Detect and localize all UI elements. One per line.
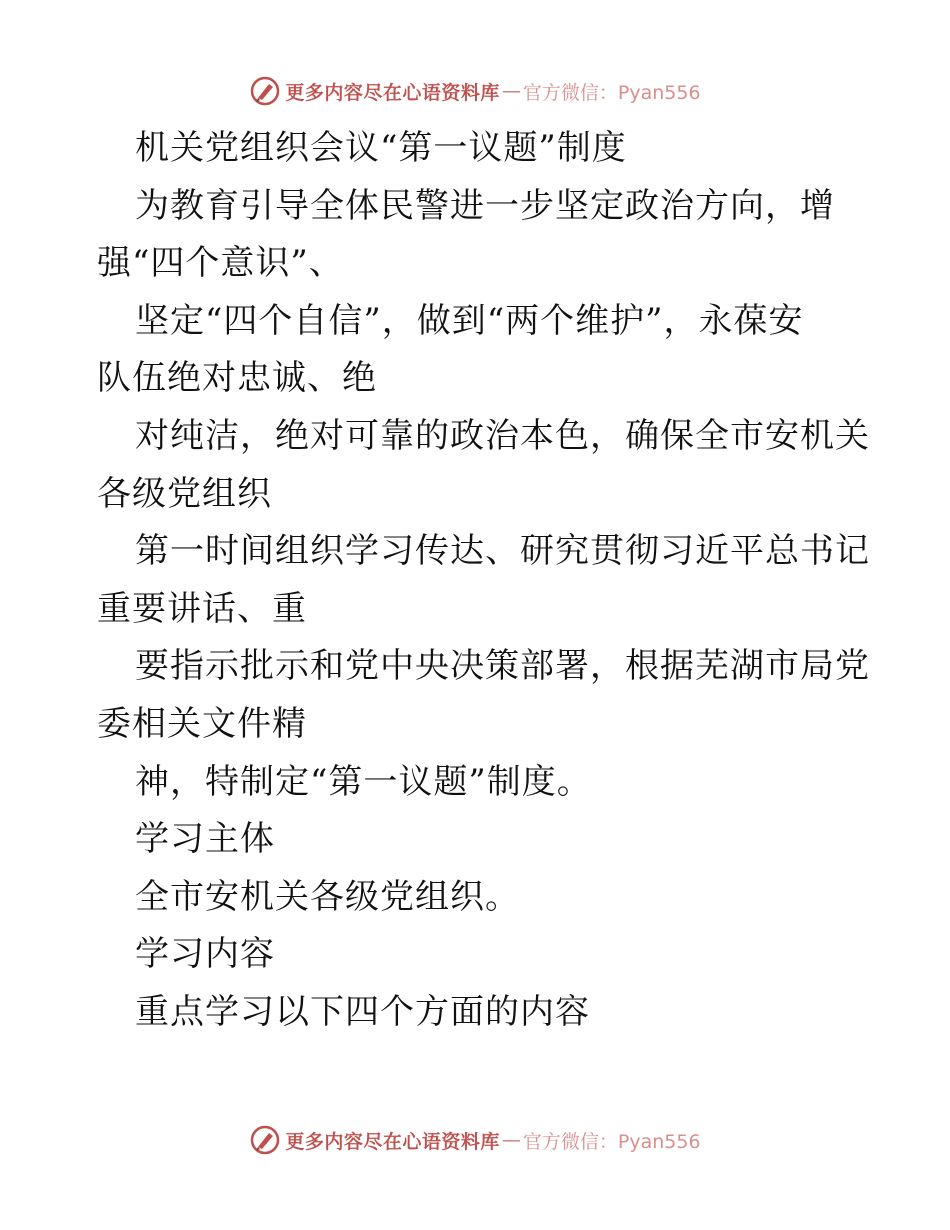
paragraph-line: 为教育引导全体民警进一步坚定政治方向，增 — [135, 185, 835, 226]
banner-wechat-text: 官方微信：Pyan556 — [522, 81, 701, 104]
banner-promo-text: 更多内容尽在心语资料库 — [285, 1130, 500, 1153]
paragraph-line: 坚定“四个自信”，做到“两个维护”，永葆安 — [135, 300, 804, 341]
document-body — [97, 120, 870, 1042]
document-title: 机关党组织会议“第一议题”制度 — [135, 128, 627, 168]
banner-dash: — — [501, 1129, 521, 1151]
paragraph-line: 强“四个意识”、 — [97, 243, 344, 284]
footer-watermark-banner — [0, 1120, 950, 1160]
paragraph-line: 队伍绝对忠诚、绝 — [97, 358, 377, 399]
logo-icon — [249, 1124, 281, 1156]
banner-wechat-text: 官方微信：Pyan556 — [522, 1130, 701, 1153]
paragraph-line: 重要讲话、重 — [97, 588, 307, 629]
paragraph-line: 委相关文件精 — [97, 703, 307, 744]
paragraph-line: 全市安机关各级党组织。 — [135, 876, 520, 917]
header-watermark-banner — [0, 71, 950, 111]
paragraph-line: 第一时间组织学习传达、研究贯彻习近平总书记 — [135, 531, 870, 572]
section-heading: 学习内容 — [135, 934, 275, 975]
paragraph-line: 要指示批示和党中央决策部署，根据芜湖市局党 — [135, 646, 870, 687]
paragraph-line: 各级党组织 — [97, 473, 272, 514]
paragraph-line: 重点学习以下四个方面的内容 — [135, 991, 590, 1032]
logo-icon — [249, 75, 281, 107]
banner-promo-text: 更多内容尽在心语资料库 — [285, 81, 500, 104]
section-heading: 学习主体 — [135, 819, 275, 860]
banner-dash: — — [501, 80, 521, 102]
paragraph-line: 神，特制定“第一议题”制度。 — [135, 761, 592, 802]
paragraph-line: 对纯洁，绝对可靠的政治本色，确保全市安机关 — [135, 415, 870, 456]
